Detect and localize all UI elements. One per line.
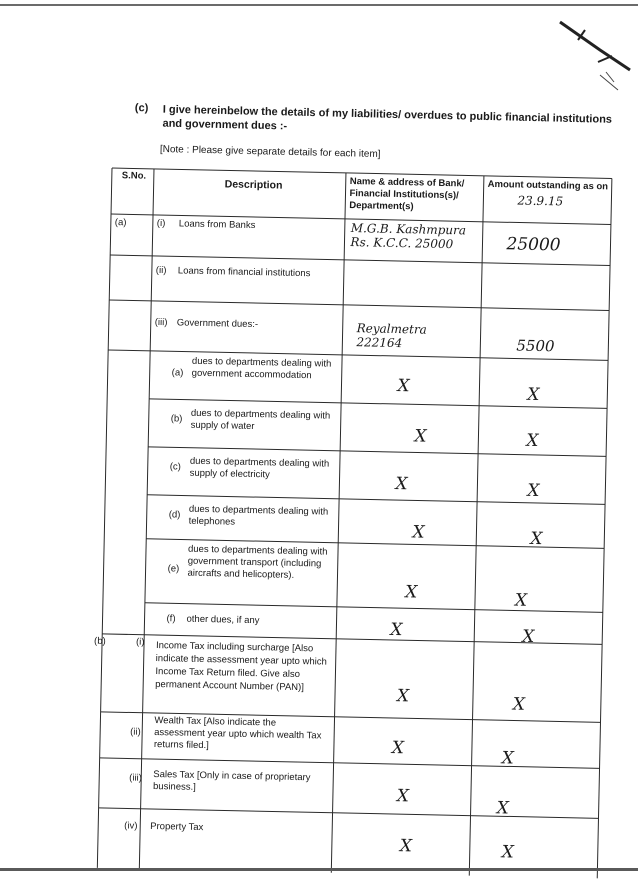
row-dues-b-desc: dues to departments dealing with supply of water: [190, 407, 331, 433]
row-dues-d-desc: dues to departments dealing with telephones: [188, 503, 329, 528]
row-a-i-amount: 25000: [506, 234, 561, 256]
note-text: [Note : Please give separate details for each item]: [159, 144, 381, 161]
row-a-ii-desc: Loans from financial institutions: [177, 265, 311, 280]
row-dues-b-amount: X: [526, 430, 539, 451]
row-b-ii-desc: Wealth Tax [Also indicate the assessment year upto which wealth Tax returns filed.]: [153, 715, 322, 752]
row-b-iv-name: X: [399, 836, 413, 857]
row-b-iii-name: X: [396, 786, 410, 807]
row-a-iii-desc: Government dues:-: [176, 317, 259, 331]
row-dues-e-amount: X: [514, 590, 528, 611]
row-dues-a-name: X: [397, 376, 410, 397]
row-b-i-desc: Income Tax including surcharge [Also indicate the assessment year upto which Income Tax Return filed. Give also permanent Account Number (PAN)]: [155, 640, 327, 694]
row-b-iv-sub: (iv): [124, 820, 138, 832]
row-a-iii-name: Reyalmetra 222164: [356, 321, 427, 351]
row-b-i-amount: X: [512, 694, 526, 715]
row-b-iii-amount: X: [496, 798, 509, 819]
row-dues-a-desc: dues to departments dealing with government accommodation: [191, 355, 332, 382]
row-b-i-sub: (i): [135, 636, 145, 648]
header-name-address: Name & address of Bank/ Financial Institutions(s)/ Department(s): [349, 175, 465, 213]
row-dues-e-name: X: [404, 582, 418, 603]
row-a-i-desc: Loans from Banks: [178, 218, 256, 232]
row-dues-e-desc: dues to departments dealing with government transport (including aircrafts and helicopters).: [187, 543, 328, 581]
row-b-ii-sub: (ii): [130, 726, 141, 738]
header-description: Description: [224, 178, 283, 192]
header-sno: S.No.: [121, 170, 147, 182]
row-b-iv-desc: Property Tax: [150, 820, 204, 834]
header-amount: Amount outstanding as on: [487, 178, 609, 193]
row-a-iii-sub: (iii): [154, 316, 168, 329]
row-b-iii-sub: (iii): [129, 772, 143, 784]
scan-bottom-border: [0, 868, 638, 871]
row-dues-c-amount: X: [527, 480, 540, 502]
row-dues-c-sub: (c): [169, 461, 181, 473]
row-dues-f-name: X: [390, 619, 403, 641]
row-a-i-sub: (i): [156, 217, 166, 230]
row-b-iii-desc: Sales Tax [Only in case of proprietary business.]: [152, 768, 311, 793]
row-dues-c-name: X: [395, 474, 408, 495]
row-b-iv-amount: X: [501, 842, 515, 863]
row-a-i-name: M.G.B. Kashmpura Rs. K.C.C. 25000: [350, 221, 467, 252]
row-dues-d-sub: (d): [168, 509, 181, 521]
row-dues-d-amount: X: [530, 528, 543, 550]
row-a-ii-sub: (ii): [155, 264, 167, 277]
header-amount-date: 23.9.15: [517, 193, 564, 209]
row-b-sno: (b): [93, 635, 106, 647]
row-dues-a-sub: (a): [171, 367, 184, 379]
row-dues-b-sub: (b): [170, 413, 183, 425]
row-b-ii-amount: X: [501, 748, 515, 769]
intro-text: I give hereinbelow the details of my liabilities/ overdues to public financial institutions and government dues :-: [162, 103, 613, 133]
row-dues-c-desc: dues to departments dealing with supply of electricity: [189, 455, 330, 481]
row-dues-f-desc: other dues, if any: [186, 613, 260, 627]
row-dues-b-name: X: [414, 426, 427, 447]
section-number: (c): [134, 102, 149, 115]
row-dues-d-name: X: [412, 522, 425, 543]
row-dues-f-sub: (f): [166, 613, 176, 625]
row-dues-e-sub: (e): [167, 563, 180, 575]
row-a-sno: (a): [114, 217, 127, 229]
row-dues-a-amount: X: [527, 384, 540, 405]
row-a-iii-amount: 5500: [516, 336, 555, 356]
row-dues-f-amount: X: [522, 626, 535, 647]
row-b-ii-name: X: [391, 737, 405, 759]
row-b-i-name: X: [396, 686, 410, 707]
